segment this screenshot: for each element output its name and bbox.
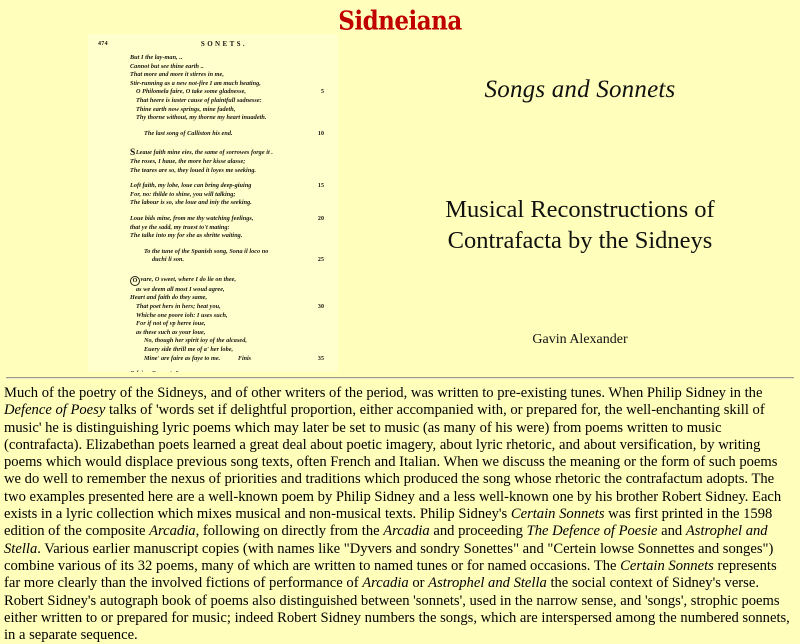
facsimile-line: as these such as your loue, — [136, 328, 206, 336]
facsimile-line: O vare, O sweet, where I do lie on thee, — [88, 276, 338, 286]
facsimile-line: That heere is iuster cause of plaintfull sadnesse: — [136, 96, 262, 104]
facsimile-poem-lines — [88, 54, 338, 372]
facsimile-line-number: 20 — [317, 215, 324, 222]
facsimile-line: duchi li son. 25 — [152, 256, 324, 264]
facsimile-line: That poet hers in hers; heat you, 30 — [136, 303, 324, 311]
facsimile-line: Mine' are faire as faye to me. 35 — [144, 354, 324, 362]
facsimile-line: The last song of Calliston his end. 10 — [144, 129, 324, 137]
facsimile-line: as we deem all most I woud agree, — [136, 285, 225, 293]
facsimile-line-number: 35 — [317, 355, 324, 362]
facsimile-line: Loft faith, my lobe, loue can bring deep-giuing 15 — [130, 182, 324, 190]
facsimile-line-number: 5 — [320, 89, 324, 96]
facsimile-line-number: 30 — [317, 304, 324, 311]
page-title — [360, 194, 800, 256]
facsimile-drop-cap: S — [130, 148, 136, 159]
facsimile-line: that ye the sadd, my truest to't mating: — [130, 223, 230, 231]
facsimile-line-number: 15 — [317, 183, 324, 190]
facsimile-line: O Philomela faire, O take some gladnesse, 5 — [136, 88, 324, 96]
site-title: Sidneiana — [338, 6, 462, 37]
facsimile-line: But I the lay-man, .. — [130, 54, 183, 61]
facsimile-drop-cap: O — [130, 276, 140, 286]
facsimile-line: Thine earth now springs, mine fadeth, — [136, 105, 236, 113]
facsimile-line: That more and more it stirres in me, — [130, 71, 224, 79]
title-block — [360, 34, 800, 372]
facsimile-line: SLeaue faith mine eies, the same of sorrowes forge it . — [130, 148, 273, 159]
author-name: Gavin Alexander — [532, 332, 628, 347]
facsimile-line: Loue bids mine, from me thy watching feelings, 20 — [130, 214, 324, 222]
facsimile-line: No, though her spirit ioy of the alcased, — [144, 337, 247, 345]
facsimile-page-image — [88, 34, 338, 372]
series-subtitle: Songs and Sonnets — [484, 76, 676, 103]
facsimile-line: The talke into my for she as sbritte waiting. — [130, 232, 243, 240]
header-band — [0, 34, 800, 374]
facsimile-line: Cannot but see thine earth .. — [130, 62, 204, 70]
facsimile-line: The roses, I haue, the more her kisse alasse; — [130, 157, 246, 165]
facsimile-line: Heart and faith do they same, — [130, 294, 208, 302]
masthead — [0, 6, 800, 37]
facsimile-line: The labour is so, she loue and iniy the seeking. — [130, 199, 252, 207]
facsimile-line: Euery side thrill me of a' her lobe, — [144, 346, 234, 354]
facsimile-running-head: SONETS. — [200, 40, 248, 48]
page-title-line-1: Musical Reconstructions of — [445, 196, 715, 223]
facsimile-line: The teares are so, they loued it loyes me seeking. — [130, 166, 257, 174]
facsimile-line: For, no: thilde to shine, you will talking; — [130, 190, 236, 198]
facsimile-line: Whiche one poore ioh: I uses such, — [136, 311, 228, 319]
facsimile-line: Thy thorne without, my thorne my heart inuadeth. — [136, 114, 267, 122]
intro-paragraph: Much of the poetry of the Sidneys, and of other writers of the period, was written to pre-existing tunes. When Philip Sidney in the Defence of Poesy talks of 'words set if delightful proportion, either accompanied with, or prepared for, the well-enchanting skill of music' he is distinguishing lyric poems which may later be set to music (as many of his were) from poems written to music (contrafacta). Elizabethan poets learned a great deal about poetic imagery, about lyric rhetoric, and about versification, by writing poems which would displace previous song texts, often French and Italian. When we discuss the meaning or the form of such poems we do well to remember the nexus of priorities and traditions which produced the song whose rhetoric the contrafactum adopts. The two examples presented here are a well-known poem by Philip Sidney and a less well-known one by his brother Robert Sidney. Each exists in a lyric collection which mixes musical and non-musical texts. Philip Sidney's Certain Sonnets was first printed in the 1598 edition of the composite Arcadia, following on directly from the Arcadia and proceeding The Defence of Poesie and Astrophel and Stella. Various earlier manuscript copies (with names like "Dyvers and sondry Sonettes" and "Certein lowse Sonnettes and songes") combine various of its 32 poems, many of which are written to named tunes or for named occasions. The Certain Sonnets represents far more clearly than the involved fictions of performance of Arcadia or Astrophel and Stella the social context of Sidney's verse. Robert Sidney's autograph book of poems also distinguished between 'sonnets', used in the narrow sense, and 'songs', strophic poems either written to or prepared for music; indeed Robert Sidney numbers the songs, which are interspersed among the numbered sonnets, in a separate sequence. — [4, 385, 790, 644]
facsimile-line: To the tune of the Spanish song, Sona il loco no — [144, 247, 269, 255]
facsimile-line — [88, 370, 338, 372]
facsimile-line-number: 10 — [317, 130, 324, 137]
facsimile-line: Stir-running as a new not-fire I am much heating, — [130, 79, 261, 87]
facsimile-finis: Finis — [238, 356, 252, 362]
page-title-line-2: Contrafacta by the Sidneys — [447, 227, 713, 254]
facsimile-folio-number: 474 — [98, 41, 108, 47]
section-divider — [6, 377, 794, 379]
facsimile-line-number: 25 — [317, 257, 324, 264]
facsimile-line: For if not of vp herre ioue, — [136, 320, 206, 328]
